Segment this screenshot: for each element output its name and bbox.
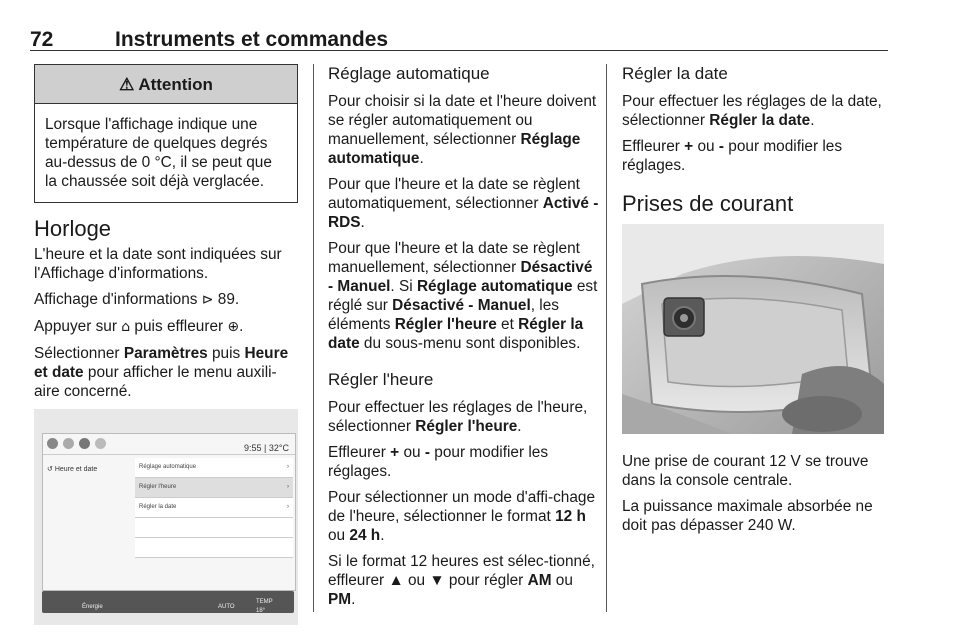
text: Pour que l'heure et la date se règlent manuellement, sélectionner [328,240,580,276]
section-heading-horloge: Horloge [34,216,112,241]
text: pour modifier les réglages. [622,138,843,174]
section-heading-prises: Prises de courant [622,191,794,216]
text: ou [551,572,573,589]
text: Si le format 12 heures est sélec-tionné, effleurer ▲ ou ▼ pour régler [328,553,595,589]
menu-item-reglage-auto[interactable] [135,458,293,478]
text: Appuyer sur [34,318,122,335]
regler-heure-para-2 [328,443,600,481]
home-icon: ⌂ [121,319,131,335]
chevron-right-icon: › [287,464,289,470]
term: Régler la date [709,112,811,129]
attention-box [34,64,298,203]
auto-label[interactable]: AUTO [218,604,235,610]
page-header [30,28,888,51]
text: Pour effectuer les réglages de l'heure, sélectionner [328,399,588,435]
column-divider-1 [313,64,314,612]
term: Réglage automatique [416,278,573,295]
text: est réglé sur [328,278,598,314]
temp-label: TEMP [256,599,273,605]
term: AM [527,572,552,589]
app-icon [79,438,90,449]
warning-triangle-icon: ⚠ [119,74,135,94]
text: puis effleurer [130,318,228,335]
column-middle [328,64,600,616]
section-heading-regler-date: Régler la date [622,64,728,83]
term: Désactivé - Manuel [392,297,531,314]
reglage-auto-para-3 [328,239,600,353]
temp: 32°C [268,443,289,453]
power-socket-photo [622,224,884,434]
prises-para-1: Une prise de courant 12 V se trouve dans la console centrale. [622,453,869,489]
chevron-right-icon: › [287,484,289,490]
climate-bar [42,591,294,613]
menu-item-regler-heure[interactable] [135,478,293,498]
text: pour modifier les réglages. [328,444,549,480]
section-heading-regler-heure: Régler l'heure [328,370,434,389]
regler-heure-para-4 [328,552,600,609]
regler-date-para-2 [622,137,892,175]
infotainment-screen-figure [34,409,298,625]
page-reference-icon: ⊳ [201,292,214,308]
app-icon [63,438,74,449]
menu-item-regler-date[interactable] [135,498,293,518]
page-number: 72 [30,28,54,51]
chapter-title: Instruments et commandes [115,28,389,51]
text: Pour effectuer les réglages de la date, sélectionner [622,93,882,129]
text: Effleurer [328,444,391,461]
text: . [239,318,244,335]
attention-title: Attention [138,74,213,94]
screen-clock: 9:55 | 32°C [244,443,289,453]
text: . Si [390,278,417,295]
regler-heure-para-3 [328,488,600,545]
text: , les éléments [328,297,559,333]
column-divider-2 [606,64,607,612]
term: Désactivé - Manuel [328,259,593,295]
label: Régler la date [139,504,177,510]
power-socket-illustration [622,224,884,434]
reglage-auto-para-1 [328,92,600,168]
term: - [718,138,724,155]
term: Réglage automatique [328,131,581,167]
horloge-para-2 [34,290,298,310]
text: ou [328,527,350,544]
term: + [684,138,694,155]
column-right [622,64,892,542]
temp-value[interactable]: 18° [256,608,266,614]
menu-item-empty [135,518,293,538]
menu-item-empty [135,538,293,558]
text: pour afficher le menu auxili-aire concerné. [34,364,277,400]
text: Heure et date [54,466,98,473]
reglage-auto-para-2 [328,175,600,232]
term: Activé - RDS [328,195,599,231]
text: . [810,112,815,129]
term: PM [328,591,352,608]
term: Régler l'heure [415,418,518,435]
label: Régler l'heure [139,484,177,490]
page-ref: 89. [217,291,240,308]
text: . [360,214,365,231]
attention-header [35,65,297,104]
time: 9:55 [244,443,262,453]
column-left [34,64,298,625]
text: Affichage d'informations [34,291,202,308]
term: - [424,444,430,461]
text: ou [399,444,425,461]
app-icon [95,438,106,449]
clock-app-icon: ⊕ [227,319,240,335]
label: Réglage automatique [139,464,197,470]
text: . [380,527,385,544]
regler-date-para-1 [622,92,892,130]
prises-para-2: La puissance maximale absorbée ne doit pas dépasser 240 W. [622,498,873,534]
text: . [351,591,356,608]
text: Sélectionner [34,345,124,362]
text: Pour sélectionner un mode d'affi-chage de l'heure, sélectionner le format [328,489,596,525]
back-label[interactable]: ↺ Heure et date [47,466,98,473]
text: Effleurer [622,138,685,155]
regler-heure-para-1 [328,398,600,436]
term: 24 h [349,527,381,544]
screen-status-bar [43,434,295,455]
chevron-right-icon: › [287,504,289,510]
term: 12 h [555,508,586,525]
term: Régler la date [328,316,584,352]
screen-menu [135,458,293,558]
energy-label[interactable]: Énergie [82,604,103,610]
section-heading-reglage-auto: Réglage automatique [328,64,490,83]
horloge-para-3 [34,317,298,337]
text: du sous-menu sont disponibles. [359,335,581,352]
screen-display [42,433,296,591]
text: puis [207,345,245,362]
text: Pour choisir si la date et l'heure doivent se régler automatiquement ou manuellement, sélectionner [328,93,597,148]
attention-text: Lorsque l'affichage indique une température de quelques degrés au-dessus de 0 °C, il se peut que la chaussée soit déjà verglacée. [45,116,272,190]
horloge-para-4 [34,344,298,401]
term: + [390,444,400,461]
text: et [496,316,519,333]
text: ou [693,138,719,155]
term: Régler l'heure [394,316,497,333]
horloge-para-1: L'heure et la date sont indiquées sur l'Affichage d'informations. [34,246,282,282]
text: . [517,418,522,435]
app-icon [47,438,58,449]
term: Paramètres [123,345,208,362]
text: Pour que l'heure et la date se règlent automatiquement, sélectionner [328,176,580,212]
term: Heure et date [34,345,289,381]
text: . [419,150,424,167]
